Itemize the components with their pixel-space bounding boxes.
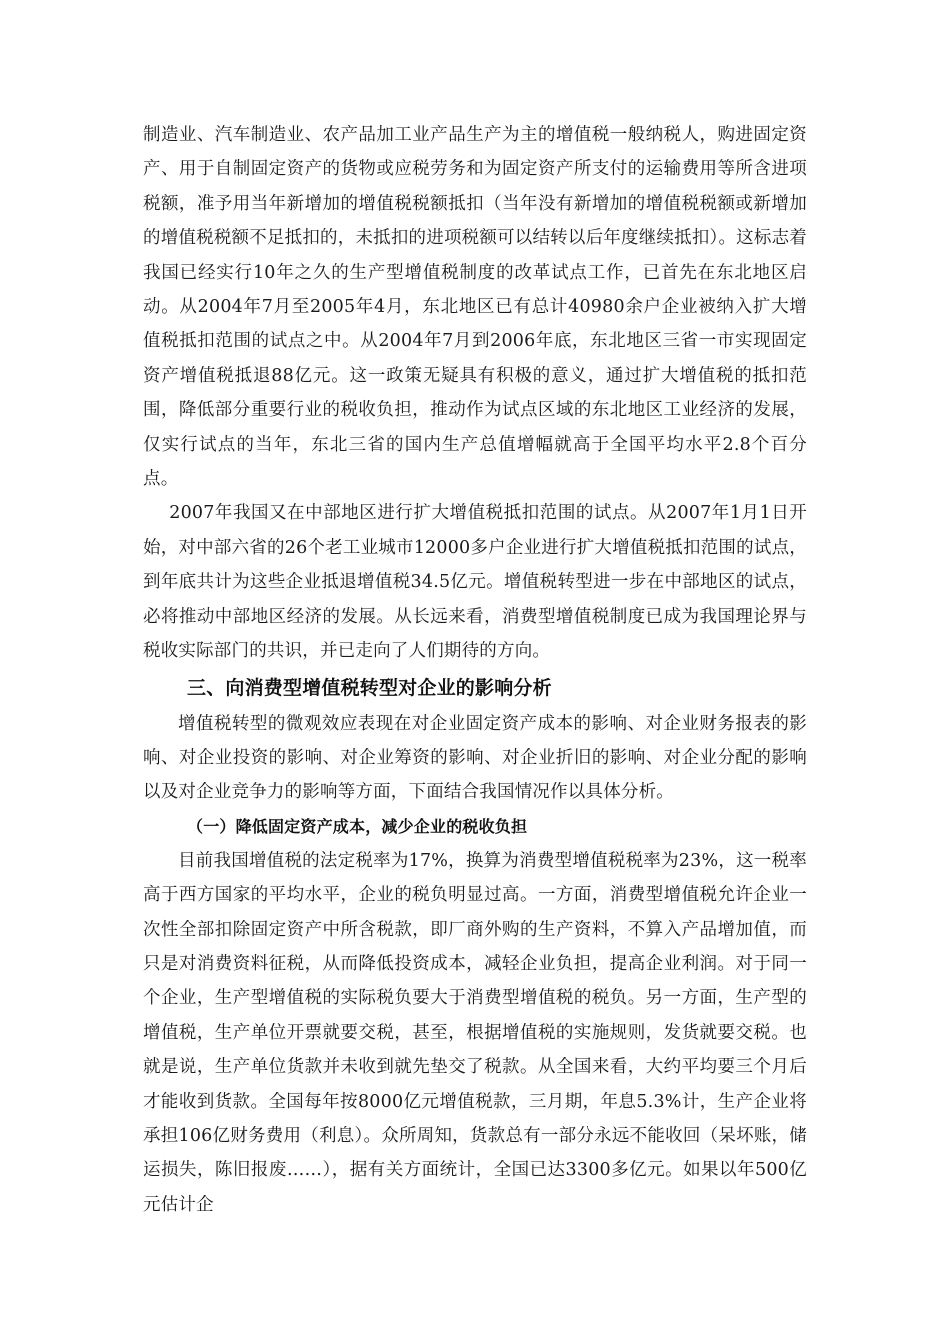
body-paragraph: 目前我国增值税的法定税率为17%，换算为消费型增值税税率为23%，这一税率高于西方国家的平均水平，企业的税负明显过高。一方面，消费型增值税允许企业一次性全部扣除固定资产中所含税款，即厂商外购的生产资料，不算入产品增加值，而只是对消费资料征税，从而降低投资成本，减轻企业负担，提高企业利润。对于同一个企业，生产型增值税的实际税负要大于消费型增值税的税负。另一方面，生产型的增值税，生产单位开票就要交税，甚至，根据增值税的实施规则，发货就要交税。也就是说，生产单位货款并未收到就先垫交了税款。从全国来看，大约平均要三个月后才能收到货款。全国每年按8000亿元增值税款，三月期，年息5.3%计，生产企业将承担106亿财务费用（利息）。众所周知，货款总有一部分永远不能收回（呆坏账，储运损失，陈旧报废……），据有关方面统计，全国已达3300多亿元。如果以年500亿元估计企: [143, 850, 807, 1215]
body-paragraph: 2007年我国又在中部地区进行扩大增值税抵扣范围的试点。从2007年1月1日开始，对中部六省的26个老工业城市12000多户企业进行扩大增值税抵扣范围的试点，到年底共计为这些企业抵退增值税34.5亿元。增值税转型进一步在中部地区的试点，必将推动中部地区经济的发展。从长远来看，消费型增值税制度已成为我国理论界与税收实际部门的共识，并已走向了人们期待的方向。: [143, 503, 807, 662]
document-body: [143, 118, 807, 1222]
body-paragraph: 制造业、汽车制造业、农产品加工业产品生产为主的增值税一般纳税人，购进固定资产、用于自制固定资产的货物或应税劳务和为固定资产所支付的运输费用等所含进项税额，准予用当年新增加的增值税税额抵扣（当年没有新增加的增值税税额或新增加的增值税税额不足抵扣的，未抵扣的进项税额可以结转以后年度继续抵扣）。这标志着我国已经实行10年之久的生产型增值税制度的改革试点工作，已首先在东北地区启动。从2004年7月至2005年4月，东北地区已有总计40980余户企业被纳入扩大增值税抵扣范围的试点之中。从2004年7月到2006年底，东北地区三省一市实现固定资产增值税抵退88亿元。这一政策无疑具有积极的意义，通过扩大增值税的抵扣范围，降低部分重要行业的税收负担，推动作为试点区域的东北地区工业经济的发展，仅实行试点的当年，东北三省的国内生产总值增幅就高于全国平均水平2.8个百分点。: [143, 125, 807, 490]
subsection-heading: （一）降低固定资产成本，减少企业的税收负担: [187, 816, 528, 836]
section-heading: 三、向消费型增值税转型对企业的影响分析: [187, 676, 552, 699]
body-paragraph: 增值税转型的微观效应表现在对企业固定资产成本的影响、对企业财务报表的影响、对企业投资的影响、对企业筹资的影响、对企业折旧的影响、对企业分配的影响以及对企业竞争力的影响等方面，下面结合我国情况作以具体分析。: [143, 713, 807, 803]
